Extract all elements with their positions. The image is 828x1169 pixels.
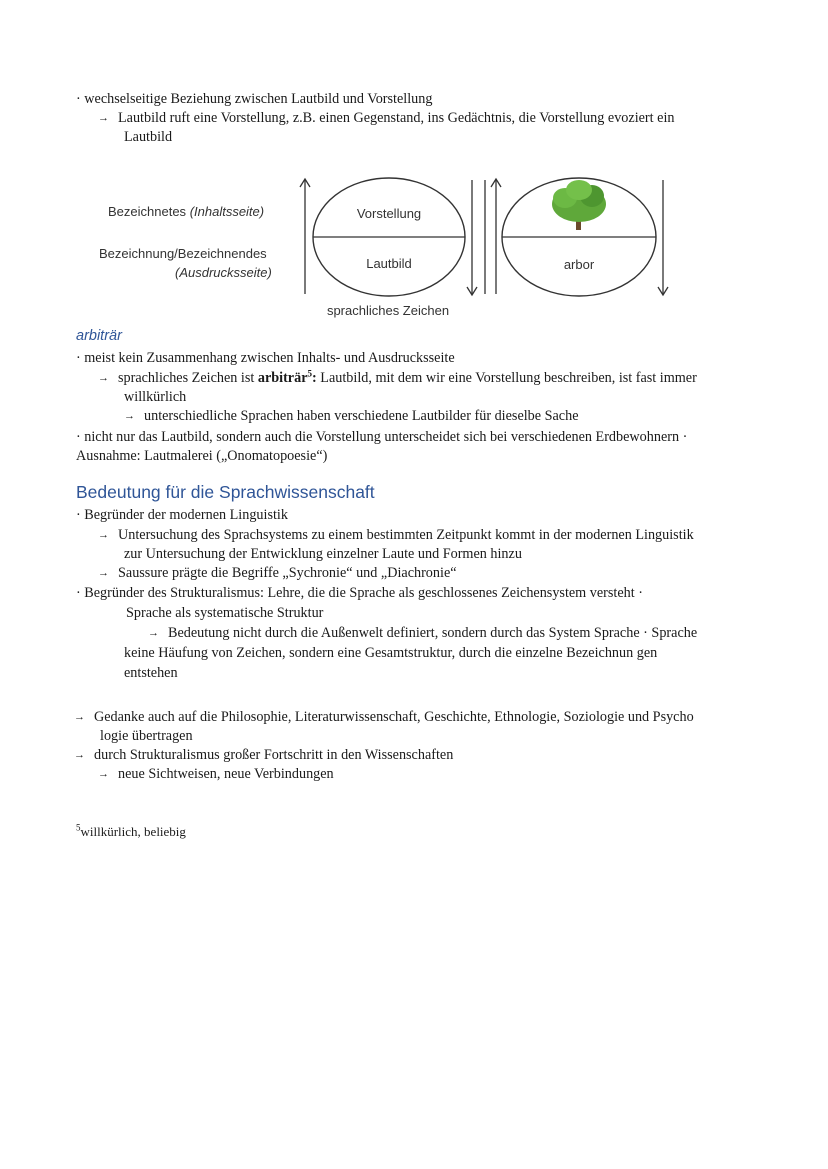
bullet-begruender-linguistik: · Begründer der modernen Linguistik xyxy=(76,507,288,523)
arrow-item-gedanke: → Gedanke auch auf die Philosophie, Literaturwissenschaft, Geschichte, Ethnologie, Soziologie und Psycho xyxy=(74,709,694,725)
heading-arbitraer: arbiträr xyxy=(76,328,122,344)
arrow-icon: → xyxy=(74,711,85,723)
arrow-icon: → xyxy=(98,567,109,579)
arrow-item-continuation: keine Häufung von Zeichen, sondern eine Gesamtstruktur, durch die einzelne Bezeichnun gen xyxy=(124,645,658,661)
bullet-continuation: Ausnahme: Lautmalerei („Onomatopoesie“) xyxy=(76,448,328,464)
heading-bedeutung: Bedeutung für die Sprachwissenschaft xyxy=(76,482,375,502)
arrow-item-fortschritt: → durch Strukturalismus großer Fortschritt in den Wissenschaften xyxy=(74,747,454,763)
oval-2-bottom-label: arbor xyxy=(563,257,595,272)
diagram-label-top: Bezeichnetes (Inhaltsseite) xyxy=(108,204,265,219)
arrow-item-bedeutung: → Bedeutung nicht durch die Außenwelt definiert, sondern durch das System Sprache · Sprache xyxy=(148,625,698,641)
footnote-text: willkürlich, beliebig xyxy=(80,824,186,839)
arrow-item-continuation: willkürlich xyxy=(124,389,187,405)
arrow-icon: → xyxy=(98,112,109,124)
arrow-item-continuation: logie übertragen xyxy=(100,728,193,744)
sign-diagram xyxy=(95,170,685,322)
footnote-ref: 5 xyxy=(307,368,312,379)
arrow-item-arbitraer xyxy=(98,369,697,389)
diagram-caption: sprachliches Zeichen xyxy=(326,303,450,318)
arrow-icon: → xyxy=(124,410,135,422)
footnote xyxy=(76,822,186,841)
bullet-strukturalismus: · Begründer des Strukturalismus: Lehre, die die Sprache als geschlossenes Zeichensystem versteht · xyxy=(76,585,643,601)
arrow-item-text: sprachliches Zeichen ist xyxy=(118,370,258,386)
term-arbitraer: arbiträr$^5$: xyxy=(257,368,317,386)
arrow-icon: → xyxy=(98,768,109,780)
arrow-item-lautbild xyxy=(98,109,674,129)
arrow-icon: → xyxy=(148,627,159,639)
arrow-item-sprachsystem: → Untersuchung des Sprachsystems zu einem bestimmten Zeitpunkt kommt in der modernen Linguistik xyxy=(98,527,694,543)
arrow-item-continuation: zur Untersuchung der Entwicklung einzelner Laute und Formen hinzu xyxy=(124,546,522,562)
arrow-item-text-rest: Lautbild, mit dem wir eine Vorstellung beschreiben, ist fast immer xyxy=(316,370,697,386)
tree-icon xyxy=(552,180,606,230)
bullet-wechselseitige-beziehung: · wechselseitige Beziehung zwischen Lautbild und Vorstellung xyxy=(76,91,433,107)
arrow-icon: → xyxy=(98,529,109,541)
bullet-erdbewohner: · nicht nur das Lautbild, sondern auch die Vorstellung unterscheidet sich bei verschiedenen Erdbewohnern · xyxy=(76,429,688,445)
arrow-item-saussure: → Saussure prägte die Begriffe „Sychronie“ und „Diachronie“ xyxy=(98,565,457,581)
arrow-item-sichtweisen: → neue Sichtweisen, neue Verbindungen xyxy=(98,766,334,782)
diagram-label-bottom-italic: (Ausdrucksseite) xyxy=(175,265,272,280)
footnote-number: 5 xyxy=(76,822,81,833)
diagram-label-bottom: Bezeichnung/Bezeichnendes xyxy=(99,246,267,261)
oval-1-bottom-label: Lautbild xyxy=(366,256,412,271)
bullet-continuation: Sprache als systematische Struktur xyxy=(126,605,324,621)
arrow-item-text: Lautbild ruft eine Vorstellung, z.B. einen Gegenstand, ins Gedächtnis, die Vorstellung evoziert ein xyxy=(118,110,675,126)
bullet-zusammenhang: · meist kein Zusammenhang zwischen Inhalts- und Ausdrucksseite xyxy=(76,350,455,366)
arrow-icon: → xyxy=(98,372,109,384)
oval-1-top-label: Vorstellung xyxy=(356,206,422,221)
arrow-icon: → xyxy=(74,749,85,761)
arrow-item-sprachen: → unterschiedliche Sprachen haben verschiedene Lautbilder für dieselbe Sache xyxy=(124,408,579,424)
arrow-item-continuation: Lautbild xyxy=(124,129,173,145)
arrow-item-continuation: entstehen xyxy=(124,665,178,681)
